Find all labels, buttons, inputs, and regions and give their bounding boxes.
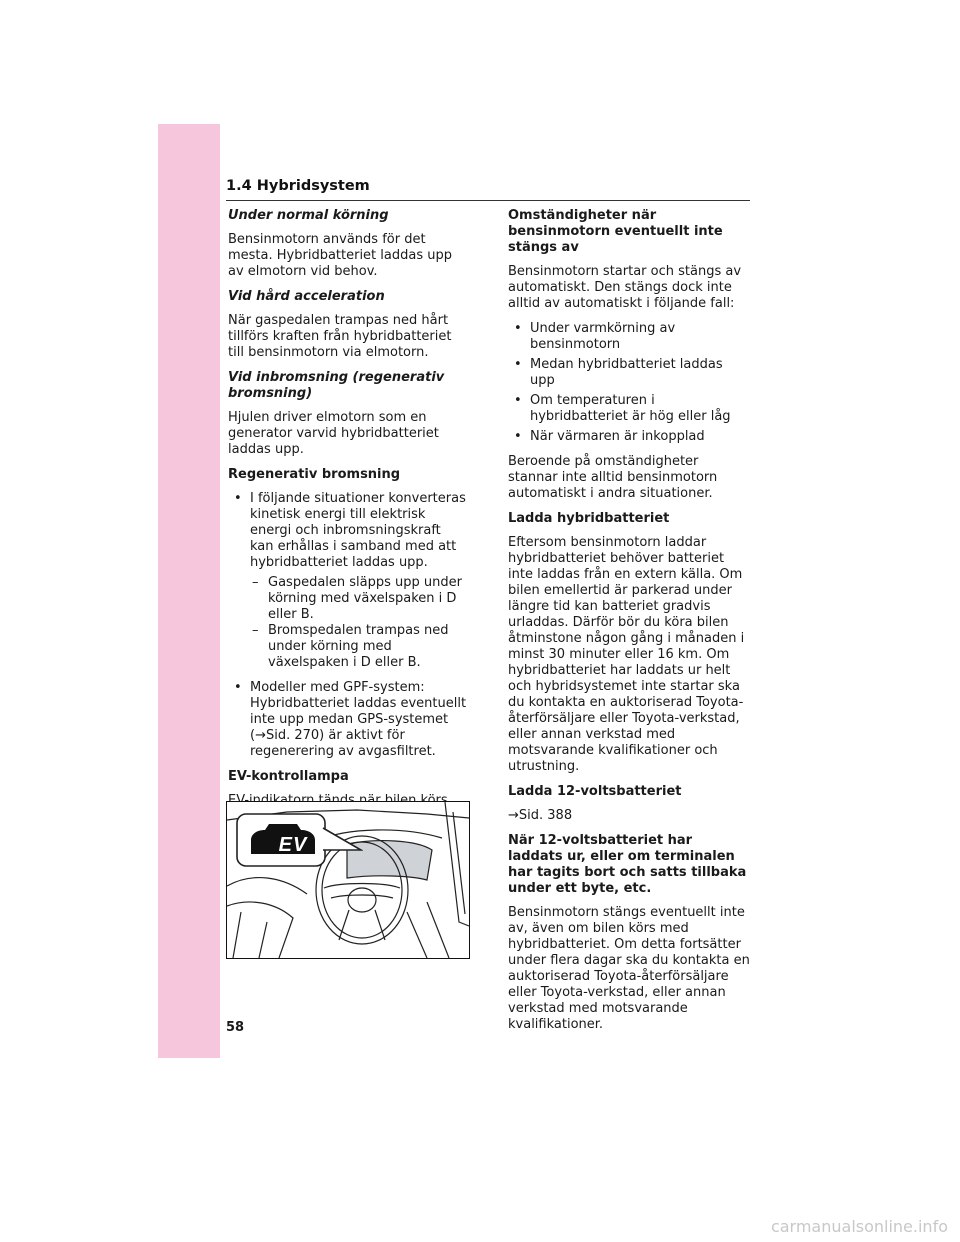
ev-indicator-icon: EV bbox=[278, 834, 308, 856]
charge-text: Eftersom bensinmotorn laddar hybridbatteriet behöver batteriet inte laddas från en extern källa. Om bilen emellertid är parkerad under längre tid kan batteriet gradvis urladdas. Därför bör du köra bilen åtminstone någon gång i månaden i minst 30 minuter eller 16 km. Om hybridbatteriet har laddats ur helt och hybridsystemet inte startar ska du kontakta en auktoriserad Toyota-återförsäljare eller Toyota-verkstad, eller annan verkstad med motsvarande kvalifikationer och utrustning. bbox=[508, 535, 745, 774]
ev-heading: EV-kontrollampa bbox=[228, 769, 349, 784]
page-number: 58 bbox=[226, 1020, 245, 1035]
engine-bullet-list bbox=[508, 321, 750, 445]
header-rule bbox=[226, 200, 750, 201]
regen-bullet-1-text: • I följande situationer konverteras kinetisk energi till elektrisk energi och inbromsningskraft kan erhållas i samband med att hybridbatteriet laddas upp. bbox=[228, 491, 468, 571]
hard-acceleration-text: När gaspedalen trampas ned hårt tillförs kraften från hybridbatteriet till bensinmotorn via elmotorn. bbox=[228, 313, 452, 360]
regen-heading: Regenerativ bromsning bbox=[228, 467, 401, 482]
normal-driving-heading: Under normal körning bbox=[228, 208, 389, 223]
section-title: 1.4 Hybridsystem bbox=[226, 178, 370, 194]
engine-not-stop-text-2: Beroende på omständigheter stannar inte alltid bensinmotorn automatiskt i andra situationer. bbox=[508, 454, 718, 501]
discharged-text: Bensinmotorn stängs eventuellt inte av, även om bilen körs med hybridbatteriet. Om detta fortsätter under flera dagar ska du kontakta en auktoriserad Toyota-återförsäljare eller Toyota-verkstad, eller annan verkstad med motsvarande kvalifikationer. bbox=[508, 905, 750, 1032]
engine-bullet-2: • Medan hybridbatteriet laddas upp bbox=[508, 357, 750, 389]
right-column bbox=[508, 208, 750, 1042]
left-column bbox=[228, 208, 468, 850]
charge-heading: Ladda hybridbatteriet bbox=[508, 511, 670, 526]
twelve-volt-heading: Ladda 12-voltsbatteriet bbox=[508, 784, 682, 799]
normal-driving-text: Bensinmotorn används för det mesta. Hybridbatteriet laddas upp av elmotorn vid behov. bbox=[228, 232, 452, 279]
braking-text: Hjulen driver elmotorn som en generator varvid hybridbatteriet laddas upp. bbox=[228, 410, 439, 457]
watermark: carmanualsonline.info bbox=[770, 1217, 948, 1236]
chapter-side-tab bbox=[158, 124, 220, 1058]
regen-bullet-2 bbox=[228, 680, 468, 760]
engine-bullet-1: • Under varmkörning av bensinmotorn bbox=[508, 321, 750, 353]
engine-not-stop-text: Bensinmotorn startar och stängs av automatiskt. Den stängs dock inte alltid av automatiskt i följande fall: bbox=[508, 264, 742, 311]
regen-dash-1: – Gaspedalen släpps upp under körning med växelspaken i D eller B. bbox=[228, 575, 468, 623]
regen-bullet-2-text: • Modeller med GPF-system: Hybridbatteriet laddas eventuellt inte upp medan GPS-systemet (→Sid. 270) är aktivt för regenerering av avgasfiltret. bbox=[228, 680, 468, 760]
hard-acceleration-heading: Vid hård acceleration bbox=[228, 289, 385, 304]
regen-dash-2: – Bromspedalen trampas ned under körning med växelspaken i D eller B. bbox=[228, 623, 468, 671]
engine-not-stop-heading: Omständigheter när bensinmotorn eventuellt inte stängs av bbox=[508, 208, 723, 255]
engine-bullet-3: • Om temperaturen i hybridbatteriet är hög eller låg bbox=[508, 393, 750, 425]
page-header bbox=[226, 178, 750, 201]
twelve-volt-ref-link[interactable]: →Sid. 388 bbox=[508, 808, 573, 823]
braking-heading: Vid inbromsning (regenerativ bromsning) bbox=[228, 370, 445, 401]
ev-indicator-illustration bbox=[226, 801, 470, 959]
regen-bullet-1 bbox=[228, 491, 468, 671]
engine-bullet-4: • När värmaren är inkopplad bbox=[508, 429, 750, 445]
discharged-heading: När 12-voltsbatteriet har laddats ur, eller om terminalen har tagits bort och satts tillbaka under ett byte, etc. bbox=[508, 833, 747, 896]
